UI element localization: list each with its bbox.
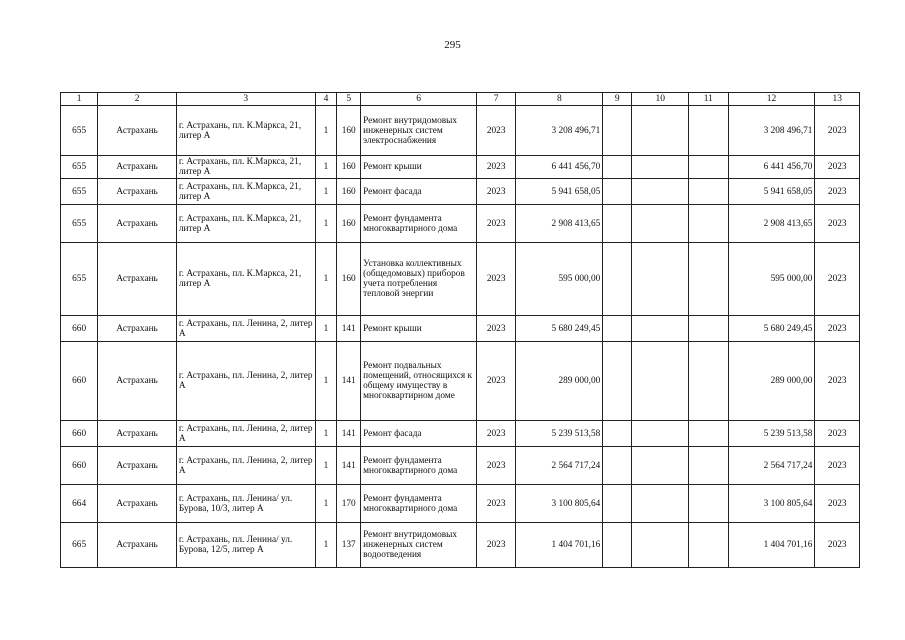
row-number-cell: 655 xyxy=(61,156,98,179)
column-number: 3 xyxy=(176,93,315,106)
city-cell: Астрахань xyxy=(98,342,177,421)
column-5-cell: 160 xyxy=(337,106,361,156)
column-10-cell xyxy=(632,447,689,485)
table-row xyxy=(61,316,860,342)
column-9-cell xyxy=(603,447,632,485)
column-9-cell xyxy=(603,316,632,342)
total-cost-cell: 1 404 701,16 xyxy=(516,523,603,568)
column-5-cell: 160 xyxy=(337,156,361,179)
column-10-cell xyxy=(632,421,689,447)
column-12-cost-cell: 2 908 413,65 xyxy=(728,205,815,243)
column-10-cell xyxy=(632,342,689,421)
year-cell: 2023 xyxy=(477,179,516,205)
column-number: 11 xyxy=(689,93,728,106)
table-row xyxy=(61,156,860,179)
city-cell: Астрахань xyxy=(98,179,177,205)
row-number-cell: 664 xyxy=(61,485,98,523)
column-11-cell xyxy=(689,179,728,205)
column-12-cost-cell: 595 000,00 xyxy=(728,243,815,316)
city-cell: Астрахань xyxy=(98,156,177,179)
register-table xyxy=(60,92,860,568)
total-cost-cell: 595 000,00 xyxy=(516,243,603,316)
year-cell: 2023 xyxy=(477,243,516,316)
city-cell: Астрахань xyxy=(98,106,177,156)
column-5-cell: 160 xyxy=(337,179,361,205)
column-9-cell xyxy=(603,421,632,447)
column-5-cell: 141 xyxy=(337,316,361,342)
column-12-cost-cell: 2 564 717,24 xyxy=(728,447,815,485)
work-type-cell: Ремонт внутридомовых инженерных систем водоотведения xyxy=(361,523,477,568)
column-11-cell xyxy=(689,421,728,447)
column-11-cell xyxy=(689,523,728,568)
column-13-year-cell: 2023 xyxy=(815,316,860,342)
address-cell: г. Астрахань, пл. К.Маркса, 21, литер А xyxy=(176,179,315,205)
column-4-cell: 1 xyxy=(315,485,337,523)
address-cell: г. Астрахань, пл. К.Маркса, 21, литер А xyxy=(176,243,315,316)
column-13-year-cell: 2023 xyxy=(815,205,860,243)
column-12-cost-cell: 3 100 805,64 xyxy=(728,485,815,523)
work-type-cell: Ремонт фундамента многоквартирного дома xyxy=(361,485,477,523)
column-12-cost-cell: 289 000,00 xyxy=(728,342,815,421)
total-cost-cell: 5 680 249,45 xyxy=(516,316,603,342)
address-cell: г. Астрахань, пл. К.Маркса, 21, литер А xyxy=(176,156,315,179)
column-10-cell xyxy=(632,485,689,523)
column-number: 8 xyxy=(516,93,603,106)
column-5-cell: 141 xyxy=(337,447,361,485)
total-cost-cell: 2 564 717,24 xyxy=(516,447,603,485)
row-number-cell: 655 xyxy=(61,106,98,156)
address-cell: г. Астрахань, пл. К.Маркса, 21, литер А xyxy=(176,205,315,243)
column-9-cell xyxy=(603,106,632,156)
row-number-cell: 655 xyxy=(61,243,98,316)
address-cell: г. Астрахань, пл. Ленина/ ул. Бурова, 10/3, литер А xyxy=(176,485,315,523)
column-number: 5 xyxy=(337,93,361,106)
work-type-cell: Ремонт крыши xyxy=(361,156,477,179)
row-number-cell: 660 xyxy=(61,316,98,342)
column-4-cell: 1 xyxy=(315,106,337,156)
column-5-cell: 141 xyxy=(337,421,361,447)
city-cell: Астрахань xyxy=(98,243,177,316)
year-cell: 2023 xyxy=(477,156,516,179)
table-row xyxy=(61,447,860,485)
work-type-cell: Ремонт крыши xyxy=(361,316,477,342)
column-13-year-cell: 2023 xyxy=(815,485,860,523)
column-9-cell xyxy=(603,156,632,179)
column-12-cost-cell: 1 404 701,16 xyxy=(728,523,815,568)
column-13-year-cell: 2023 xyxy=(815,156,860,179)
column-4-cell: 1 xyxy=(315,316,337,342)
year-cell: 2023 xyxy=(477,106,516,156)
column-4-cell: 1 xyxy=(315,205,337,243)
table-row xyxy=(61,421,860,447)
column-9-cell xyxy=(603,523,632,568)
table-row xyxy=(61,523,860,568)
row-number-cell: 660 xyxy=(61,421,98,447)
column-11-cell xyxy=(689,156,728,179)
column-9-cell xyxy=(603,485,632,523)
column-10-cell xyxy=(632,316,689,342)
work-type-cell: Ремонт фундамента многоквартирного дома xyxy=(361,447,477,485)
column-9-cell xyxy=(603,179,632,205)
column-13-year-cell: 2023 xyxy=(815,447,860,485)
year-cell: 2023 xyxy=(477,205,516,243)
column-4-cell: 1 xyxy=(315,156,337,179)
total-cost-cell: 2 908 413,65 xyxy=(516,205,603,243)
column-11-cell xyxy=(689,342,728,421)
year-cell: 2023 xyxy=(477,421,516,447)
column-10-cell xyxy=(632,156,689,179)
column-12-cost-cell: 5 239 513,58 xyxy=(728,421,815,447)
column-4-cell: 1 xyxy=(315,421,337,447)
city-cell: Астрахань xyxy=(98,316,177,342)
work-type-cell: Ремонт внутридомовых инженерных систем электроснабжения xyxy=(361,106,477,156)
column-4-cell: 1 xyxy=(315,342,337,421)
city-cell: Астрахань xyxy=(98,485,177,523)
table-row xyxy=(61,342,860,421)
row-number-cell: 660 xyxy=(61,447,98,485)
column-13-year-cell: 2023 xyxy=(815,243,860,316)
column-5-cell: 141 xyxy=(337,342,361,421)
column-4-cell: 1 xyxy=(315,447,337,485)
column-number: 6 xyxy=(361,93,477,106)
row-number-cell: 655 xyxy=(61,205,98,243)
row-number-cell: 665 xyxy=(61,523,98,568)
column-10-cell xyxy=(632,205,689,243)
column-10-cell xyxy=(632,179,689,205)
column-5-cell: 137 xyxy=(337,523,361,568)
year-cell: 2023 xyxy=(477,523,516,568)
row-number-cell: 660 xyxy=(61,342,98,421)
address-cell: г. Астрахань, пл. Ленина, 2, литер А xyxy=(176,447,315,485)
work-type-cell: Установка коллективных (общедомовых) приборов учета потребления тепловой энергии xyxy=(361,243,477,316)
work-type-cell: Ремонт фундамента многоквартирного дома xyxy=(361,205,477,243)
year-cell: 2023 xyxy=(477,485,516,523)
column-12-cost-cell: 6 441 456,70 xyxy=(728,156,815,179)
row-number-cell: 655 xyxy=(61,179,98,205)
address-cell: г. Астрахань, пл. Ленина, 2, литер А xyxy=(176,421,315,447)
table-row xyxy=(61,243,860,316)
column-13-year-cell: 2023 xyxy=(815,421,860,447)
column-13-year-cell: 2023 xyxy=(815,106,860,156)
work-type-cell: Ремонт фасада xyxy=(361,179,477,205)
city-cell: Астрахань xyxy=(98,523,177,568)
city-cell: Астрахань xyxy=(98,421,177,447)
column-number: 2 xyxy=(98,93,177,106)
column-9-cell xyxy=(603,342,632,421)
column-12-cost-cell: 5 680 249,45 xyxy=(728,316,815,342)
address-cell: г. Астрахань, пл. Ленина, 2, литер А xyxy=(176,342,315,421)
table-row xyxy=(61,205,860,243)
column-10-cell xyxy=(632,243,689,316)
column-5-cell: 160 xyxy=(337,205,361,243)
column-4-cell: 1 xyxy=(315,179,337,205)
page-number: 295 xyxy=(444,39,461,51)
column-11-cell xyxy=(689,447,728,485)
column-12-cost-cell: 5 941 658,05 xyxy=(728,179,815,205)
column-number: 4 xyxy=(315,93,337,106)
column-4-cell: 1 xyxy=(315,243,337,316)
column-9-cell xyxy=(603,243,632,316)
column-number: 13 xyxy=(815,93,860,106)
total-cost-cell: 289 000,00 xyxy=(516,342,603,421)
address-cell: г. Астрахань, пл. Ленина, 2, литер А xyxy=(176,316,315,342)
work-type-cell: Ремонт фасада xyxy=(361,421,477,447)
address-cell: г. Астрахань, пл. Ленина/ ул. Бурова, 12/5, литер А xyxy=(176,523,315,568)
year-cell: 2023 xyxy=(477,316,516,342)
year-cell: 2023 xyxy=(477,342,516,421)
column-10-cell xyxy=(632,106,689,156)
city-cell: Астрахань xyxy=(98,205,177,243)
table-row xyxy=(61,485,860,523)
column-11-cell xyxy=(689,243,728,316)
column-10-cell xyxy=(632,523,689,568)
column-13-year-cell: 2023 xyxy=(815,342,860,421)
column-12-cost-cell: 3 208 496,71 xyxy=(728,106,815,156)
column-13-year-cell: 2023 xyxy=(815,179,860,205)
column-4-cell: 1 xyxy=(315,523,337,568)
total-cost-cell: 3 208 496,71 xyxy=(516,106,603,156)
column-11-cell xyxy=(689,205,728,243)
total-cost-cell: 3 100 805,64 xyxy=(516,485,603,523)
total-cost-cell: 5 239 513,58 xyxy=(516,421,603,447)
year-cell: 2023 xyxy=(477,447,516,485)
column-number: 9 xyxy=(603,93,632,106)
table-row xyxy=(61,106,860,156)
column-5-cell: 170 xyxy=(337,485,361,523)
column-5-cell: 160 xyxy=(337,243,361,316)
total-cost-cell: 6 441 456,70 xyxy=(516,156,603,179)
city-cell: Астрахань xyxy=(98,447,177,485)
column-number: 12 xyxy=(728,93,815,106)
column-13-year-cell: 2023 xyxy=(815,523,860,568)
table-row xyxy=(61,179,860,205)
column-11-cell xyxy=(689,485,728,523)
total-cost-cell: 5 941 658,05 xyxy=(516,179,603,205)
column-number: 10 xyxy=(632,93,689,106)
work-type-cell: Ремонт подвальных помещений, относящихся к общему имуществу в многоквартирном доме xyxy=(361,342,477,421)
column-11-cell xyxy=(689,316,728,342)
column-11-cell xyxy=(689,106,728,156)
column-number: 7 xyxy=(477,93,516,106)
column-number-row xyxy=(61,93,860,106)
address-cell: г. Астрахань, пл. К.Маркса, 21, литер А xyxy=(176,106,315,156)
column-9-cell xyxy=(603,205,632,243)
column-number: 1 xyxy=(61,93,98,106)
